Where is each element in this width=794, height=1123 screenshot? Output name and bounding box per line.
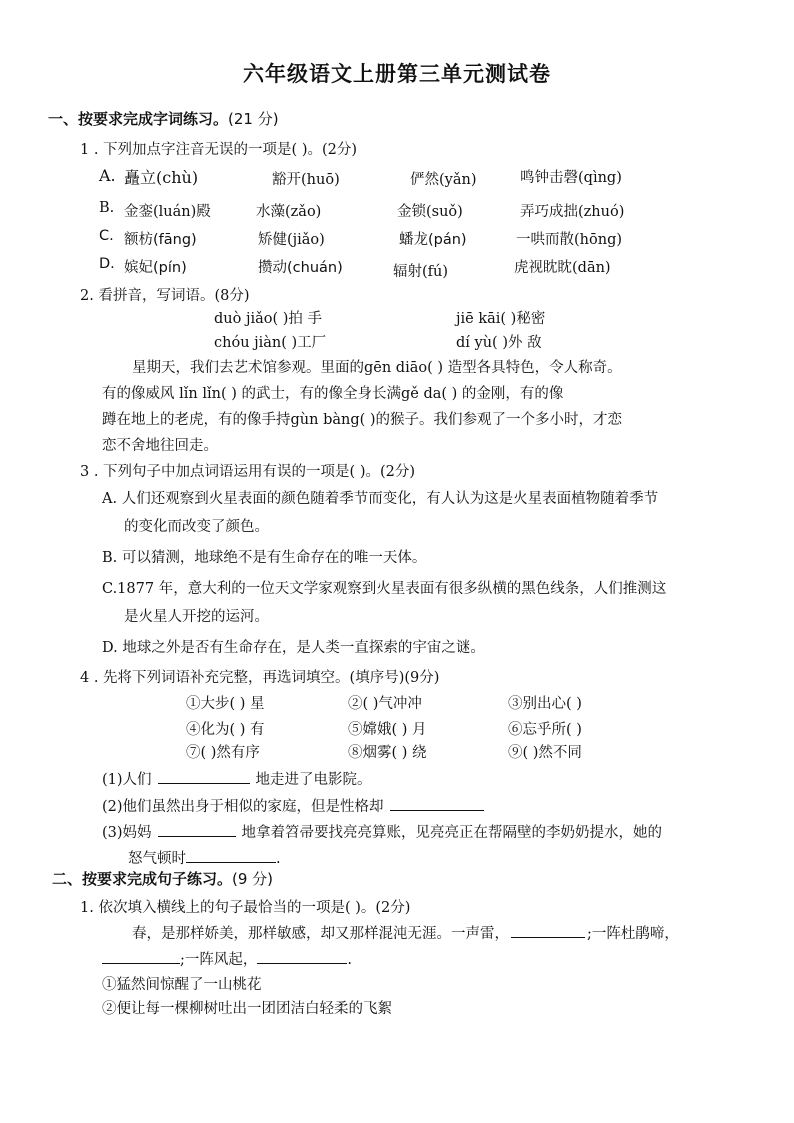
q1-a-4: 鸣钟击磬(qìng) [520, 170, 622, 186]
q3-stem: 3 . 下列句子中加点词语运用有误的一项是( )。(2分) [80, 464, 416, 480]
q5-stem: 1. 依次填入横线上的句子最恰当的一项是( )。(2分) [80, 900, 411, 916]
q1-d-3: 辐射(fú) [393, 264, 449, 280]
q4-s2-prefix: (2)他们虽然出身于相似的家庭，但是性格却 [102, 799, 384, 815]
q4-s2-blank[interactable] [390, 796, 484, 811]
q4-s3-prefix: (3)妈妈 [102, 825, 152, 841]
q4-idiom-9: ⑨( )然不同 [508, 745, 582, 761]
q5-p1-a: 春，是那样娇美，那样敏感，却又那样混沌无涯。一声雷， [132, 926, 509, 942]
q5-passage-line-2 [102, 948, 352, 969]
q2-stem: 2. 看拼音，写词语。(8分) [80, 288, 250, 304]
q5-blank-2[interactable] [102, 949, 180, 964]
q4-s1-blank[interactable] [158, 769, 250, 784]
q2-pinyin-2b: dí yù( )外 敌 [456, 335, 542, 351]
section-2-score: (9 分) [232, 870, 274, 888]
q4-s3-blank-1[interactable] [158, 822, 236, 837]
q1-a-2: 豁开(huō) [272, 172, 340, 188]
q3-option-a-line-2: 的变化而改变了颜色。 [124, 519, 269, 535]
q4-sentence-2 [102, 795, 484, 816]
q1-b-1: 金銮(luán)殿 [124, 204, 211, 220]
q4-s3-cont-prefix: 怒气顿时 [128, 851, 186, 867]
q4-s3-end: . [276, 851, 281, 867]
q3-option-a-line-1: A. 人们还观察到火星表面的颜色随着季节而变化，有人认为这是火星表面植物随着季节 [102, 491, 659, 507]
q5-blank-3[interactable] [257, 949, 347, 964]
q4-idiom-3: ③别出心( ) [508, 696, 582, 712]
q1-a-label: A. [99, 166, 116, 185]
q2-paragraph-line-1: 星期天，我们去艺术馆参观。里面的gēn diāo( ) 造型各具特色，令人称奇。 [132, 360, 622, 376]
page-title: 六年级语文上册第三单元测试卷 [243, 61, 551, 86]
q4-s3-middle: 地拿着笤帚要找亮亮算账，见亮亮正在帮隔壁的李奶奶提水，她的 [241, 825, 663, 841]
q1-d-2: 攒动(chuán) [258, 260, 343, 276]
q4-idiom-5: ⑤嫦娥( ) 月 [348, 722, 427, 738]
q1-a-3: 俨然(yǎn) [410, 172, 477, 188]
q5-p2-a: ;一阵风起， [180, 952, 258, 968]
q2-paragraph-line-3: 蹲在地上的老虎，有的像手持gùn bàng( )的猴子。我们参观了一个多小时，才恋 [102, 412, 623, 428]
q1-c-4: 一哄而散(hōng) [516, 232, 623, 248]
q4-idiom-6: ⑥忘乎所( ) [508, 722, 582, 738]
section-1-title: 一、按要求完成字词练习。 [48, 110, 229, 128]
q1-c-2: 矫健(jiǎo) [258, 232, 325, 248]
q4-idiom-4: ④化为( ) 有 [186, 722, 265, 738]
q1-d-label: D. [99, 256, 115, 272]
q5-passage-line-1 [132, 922, 679, 943]
q1-b-3: 金锁(suǒ) [397, 204, 463, 220]
q3-option-d: D. 地球之外是否有生命存在，是人类一直探索的宇宙之谜。 [102, 640, 485, 656]
q4-s3-blank-2[interactable] [186, 848, 276, 863]
q4-idiom-8: ⑧烟雾( ) 绕 [348, 745, 427, 761]
q1-stem: 1 . 下列加点字注音无误的一项是( )。(2分) [80, 142, 358, 158]
q2-paragraph-line-4: 恋不舍地往回走。 [102, 438, 218, 454]
q4-idiom-1: ①大步( ) 星 [186, 696, 265, 712]
q2-paragraph-line-2: 有的像威风 lǐn lǐn( ) 的武士，有的像全身长满gě da( ) 的金刚，有的像 [102, 386, 564, 402]
q4-sentence-3-cont [128, 847, 281, 868]
section-2-title: 二、按要求完成句子练习。 [52, 870, 233, 888]
q1-row-a [99, 166, 116, 185]
q1-d-1: 嫔妃(pín) [124, 260, 187, 276]
q1-b-2: 水藻(zǎo) [256, 204, 322, 220]
q4-sentence-1 [102, 768, 372, 789]
q2-pinyin-1b: jiē kāi( )秘密 [456, 311, 546, 327]
q2-pinyin-1a: duò jiǎo( )拍 手 [214, 311, 322, 327]
q4-stem: 4 . 先将下列词语补充完整，再选词填空。(填序号)(9分) [80, 670, 440, 686]
q4-s1-suffix: 地走进了电影院。 [255, 772, 372, 788]
q4-s1-prefix: (1)人们 [102, 772, 152, 788]
q5-p1-b: ;一阵杜鹃啼， [587, 926, 679, 942]
q1-b-4: 弄巧成拙(zhuó) [520, 204, 625, 220]
q1-a-1: 矗立(chù) [124, 168, 199, 187]
q3-option-c-line-2: 是火星人开挖的运河。 [124, 609, 269, 625]
section-1-heading [48, 108, 279, 129]
q5-p2-b: . [347, 952, 352, 968]
q2-pinyin-2a: chóu jiàn( )工厂 [214, 335, 327, 351]
q1-c-3: 蟠龙(pán) [399, 232, 467, 248]
q5-option-2: ②便让每一棵柳树吐出一团团洁白轻柔的飞絮 [102, 1001, 392, 1017]
q4-idiom-2: ②( )气冲冲 [348, 696, 422, 712]
q4-idiom-7: ⑦( )然有序 [186, 745, 260, 761]
q1-c-label: C. [99, 228, 114, 244]
q1-b-label: B. [99, 200, 115, 216]
q5-blank-1[interactable] [511, 923, 585, 938]
q1-c-1: 额枋(fāng) [124, 232, 197, 248]
section-2-heading [52, 868, 273, 889]
q1-d-4: 虎视眈眈(dān) [514, 260, 611, 276]
q3-option-c-line-1: C.1877 年，意大利的一位天文学家观察到火星表面有很多纵横的黑色线条，人们推测这 [102, 581, 667, 597]
q3-option-b: B. 可以猜测，地球绝不是有生命存在的唯一天体。 [102, 550, 427, 566]
q5-option-1: ①猛然间惊醒了一山桃花 [102, 977, 262, 993]
q4-sentence-3 [102, 821, 662, 842]
section-1-score: (21 分) [228, 110, 279, 128]
